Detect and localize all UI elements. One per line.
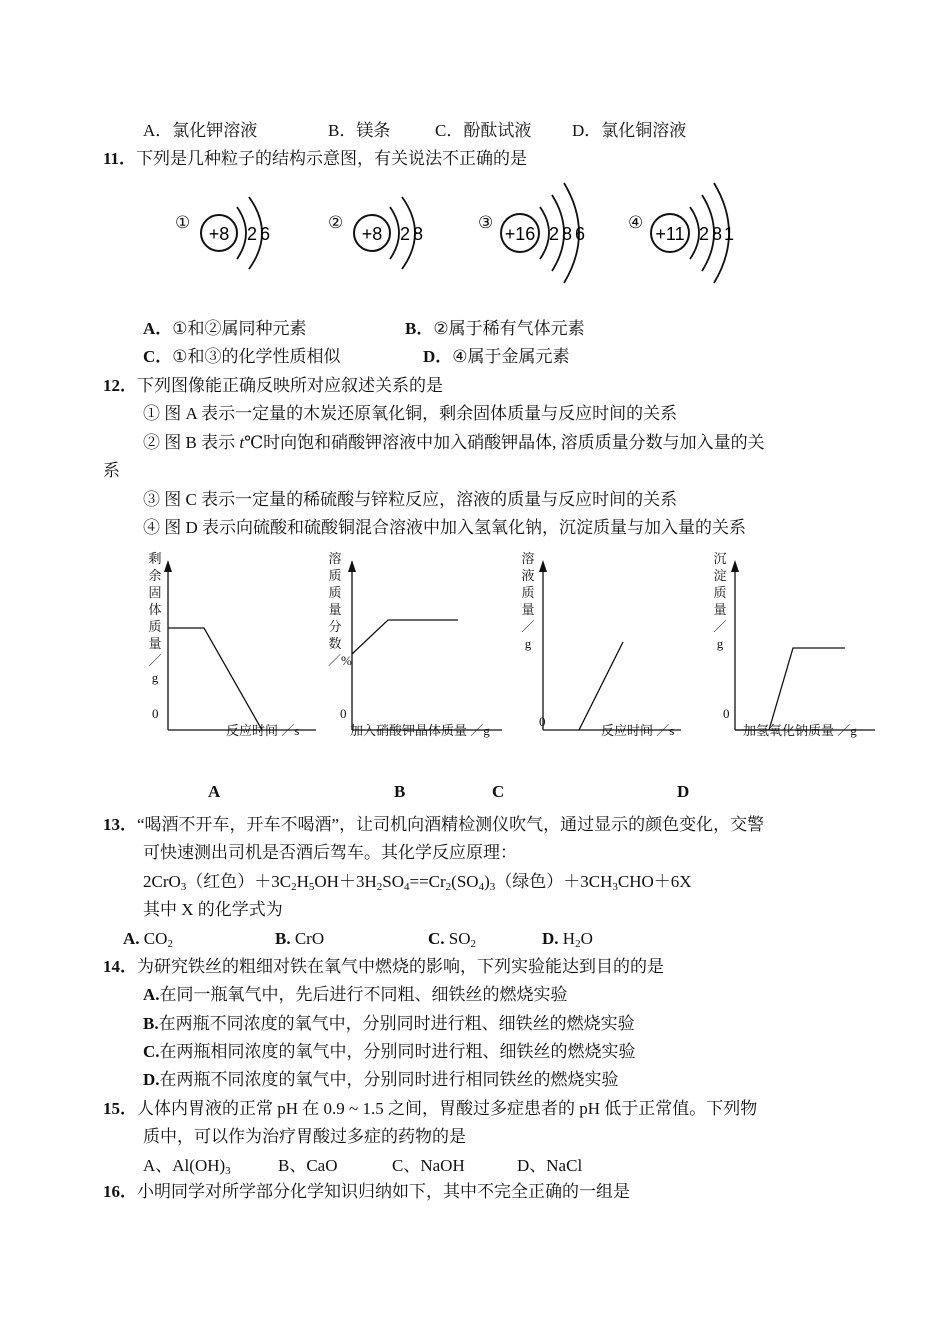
option-text: A、Al(OH)	[143, 1156, 226, 1175]
question-number: 12．	[103, 376, 137, 395]
option-letter: D.	[542, 929, 559, 948]
option-letter: C.	[143, 1042, 160, 1061]
graph-d	[705, 548, 880, 758]
electron-count: 2	[698, 224, 710, 244]
option-text: 在两瓶不同浓度的氧气中，分别同时进行粗、细铁丝的燃烧实验	[158, 1014, 635, 1033]
option-text: ①和②属同种元素	[172, 319, 307, 338]
question-number: 11．	[103, 149, 137, 168]
q14-stem-text: 为研究铁丝的粗细对铁在氧气中燃烧的影响，下列实验能达到目的的是	[137, 957, 664, 976]
electron-count: 2	[399, 224, 411, 244]
graph-a	[140, 548, 320, 758]
option-text: ④属于金属元素	[452, 347, 570, 366]
q14-stem	[103, 956, 664, 978]
option-letter: A.	[143, 985, 160, 1004]
q15-stem-1	[103, 1098, 757, 1120]
electron-count: 8	[561, 224, 573, 244]
q10-option-d: D．氯化铜溶液	[572, 121, 687, 140]
graph-origin: 0	[539, 714, 546, 729]
option-text: CrO	[294, 929, 325, 948]
q15-option-b: B、CaO	[278, 1156, 338, 1175]
q12-item-3: ③ 图 C 表示一定量的稀硫酸与锌粒反应，溶液的质量与反应时间的关系	[143, 490, 678, 509]
option-letter: D.	[143, 1070, 160, 1089]
particle-label: ②	[328, 213, 344, 232]
option-letter: A.	[123, 929, 140, 948]
q14-option-c	[143, 1041, 636, 1063]
particle-label: ①	[175, 213, 191, 232]
q10-option-b: B．镁条	[328, 121, 391, 140]
graph-x-label: 反应时间 ／s	[601, 723, 675, 738]
q13-option-b	[275, 928, 324, 950]
q11-stem	[103, 148, 527, 170]
graph-y-label: 溶质质量分数／%	[328, 551, 352, 668]
item-text: ② 图 B 表示	[143, 433, 240, 452]
q13-stem-1	[103, 814, 764, 836]
option-text: ②属于稀有气体元素	[433, 319, 585, 338]
q15-stem-2: 质中，可以作为治疗胃酸过多症的药物的是	[143, 1127, 466, 1146]
particle-label: ④	[628, 213, 644, 232]
graph-label-c: C	[492, 782, 505, 801]
q15-option-a: A、$Al(OH)_3$	[143, 1156, 231, 1177]
nucleus-charge: +8	[361, 224, 383, 244]
graph-origin: 0	[723, 706, 730, 721]
option-letter: B.	[275, 929, 291, 948]
q12-item-2	[143, 432, 765, 454]
option-text: SO	[448, 929, 471, 948]
particle-label: ③	[478, 213, 494, 232]
q14-option-d	[143, 1069, 619, 1091]
graph-origin: 0	[152, 706, 159, 721]
graph-b	[322, 548, 507, 758]
q13-option-c: C. $SO_2$	[428, 929, 477, 950]
q13-option-a: A. $CO_2$	[123, 929, 173, 950]
item-text: ℃时向饱和硝酸钾溶液中加入硝酸钾晶体, 溶质质量分数与加入量的关	[244, 433, 765, 452]
q11-option-c	[143, 346, 341, 368]
graph-label-d: D	[677, 782, 690, 801]
option-text: 在两瓶不同浓度的氧气中，分别同时进行相同铁丝的燃烧实验	[159, 1070, 619, 1089]
q13-stem-text: “喝酒不开车，开车不喝酒”，让司机向酒精检测仪吹气，通过显示的颜色变化，交警	[137, 815, 765, 834]
graph-y-label: 溶液质量／g	[521, 551, 535, 651]
particle-svg	[350, 185, 460, 285]
option-letter: C.	[428, 929, 445, 948]
q15-option-c: C、NaOH	[392, 1156, 465, 1175]
graph-svg	[322, 548, 507, 748]
particle-svg	[500, 175, 620, 295]
option-letter: A．	[143, 319, 173, 338]
question-number: 13．	[103, 815, 137, 834]
graph-y-label: 沉淀质量／g	[713, 551, 727, 651]
q15-option-d: D、NaCl	[517, 1156, 583, 1175]
q11-option-b	[405, 318, 585, 340]
q14-option-a	[143, 984, 568, 1006]
graph-svg	[140, 548, 320, 748]
q16-stem-text: 小明同学对所学部分化学知识归纳如下，其中不完全正确的一组是	[137, 1182, 630, 1201]
graph-x-label: 反应时间 ／s	[226, 723, 300, 738]
question-number: 16．	[103, 1182, 137, 1201]
q15-stem-text: 人体内胃液的正常 pH 在 0.9 ~ 1.5 之间，胃酸过多症患者的 pH 低于正常值。下列物	[137, 1099, 758, 1118]
electron-count: 6	[259, 224, 271, 244]
option-text: H	[562, 929, 576, 948]
option-letter: B.	[143, 1014, 159, 1033]
q12-item-1: ① 图 A 表示一定量的木炭还原氧化铜，剩余固体质量与反应时间的关系	[143, 404, 678, 423]
option-text: CO	[143, 929, 168, 948]
question-number: 15．	[103, 1099, 137, 1118]
q13-stem-2: 可快速测出司机是否酒后驾车。其化学反应原理：	[143, 843, 517, 862]
q11-option-d	[423, 346, 570, 368]
electron-count: 8	[711, 224, 723, 244]
q10-option-c: C．酚酞试液	[435, 121, 532, 140]
q13-option-d: D. $H_2O$	[542, 929, 593, 950]
option-letter: C．	[143, 347, 173, 366]
option-text: O	[580, 929, 593, 948]
particle-svg	[197, 185, 307, 285]
q11-stem-text: 下列是几种粒子的结构示意图，有关说法不正确的是	[136, 149, 528, 168]
graph-y-label: 剩余固体质量／g	[148, 551, 162, 685]
option-letter: B．	[405, 319, 434, 338]
nucleus-charge: +16	[504, 224, 536, 244]
nucleus-charge: +11	[655, 224, 685, 244]
nucleus-charge: +8	[208, 224, 230, 244]
electron-count: 2	[548, 224, 560, 244]
particle-svg	[650, 175, 770, 295]
q10-option-a: A．氯化钾溶液	[143, 121, 258, 140]
electron-count: 6	[574, 224, 586, 244]
option-text: 在两瓶相同浓度的氧气中，分别同时进行粗、细铁丝的燃烧实验	[159, 1042, 636, 1061]
graph-x-label: 加氢氧化钠质量 ／g	[743, 723, 857, 738]
electron-count: 1	[723, 224, 735, 244]
option-text: 在同一瓶氧气中，先后进行不同粗、细铁丝的燃烧实验	[159, 985, 568, 1004]
electron-count: 2	[246, 224, 258, 244]
question-number: 14．	[103, 957, 137, 976]
q12-stem-text: 下列图像能正确反映所对应叙述关系的是	[137, 376, 443, 395]
option-text: ①和③的化学性质相似	[172, 347, 341, 366]
electron-count: 8	[412, 224, 424, 244]
graph-origin: 0	[340, 706, 347, 721]
graph-x-label: 加入硝酸钾晶体质量 ／g	[350, 723, 490, 738]
graph-c	[515, 548, 685, 758]
q13-equation: 2CrO$_3$（红色）$+3C_2H_5OH+3H_2SO_4==Cr_2(SO_4)_3$（绿色）$+3CH_3CHO+6X$	[143, 872, 692, 893]
q12-item-2-wrap: 系	[103, 461, 120, 480]
graph-label-b: B	[394, 782, 406, 801]
graph-svg	[705, 548, 880, 748]
temperature-variable: t	[239, 433, 245, 452]
q13-question: 其中 X 的化学式为	[143, 900, 283, 919]
q12-item-4: ④ 图 D 表示向硫酸和硫酸铜混合溶液中加入氢氧化钠，沉淀质量与加入量的关系	[143, 518, 747, 537]
q14-option-b	[143, 1013, 635, 1035]
q11-option-a	[143, 318, 307, 340]
color-green-label: （绿色）	[495, 872, 564, 891]
q12-stem	[103, 375, 443, 397]
color-red-label: （红色）	[186, 872, 255, 891]
q16-stem	[103, 1181, 630, 1203]
graph-label-a: A	[208, 782, 221, 801]
option-letter: D．	[423, 347, 453, 366]
